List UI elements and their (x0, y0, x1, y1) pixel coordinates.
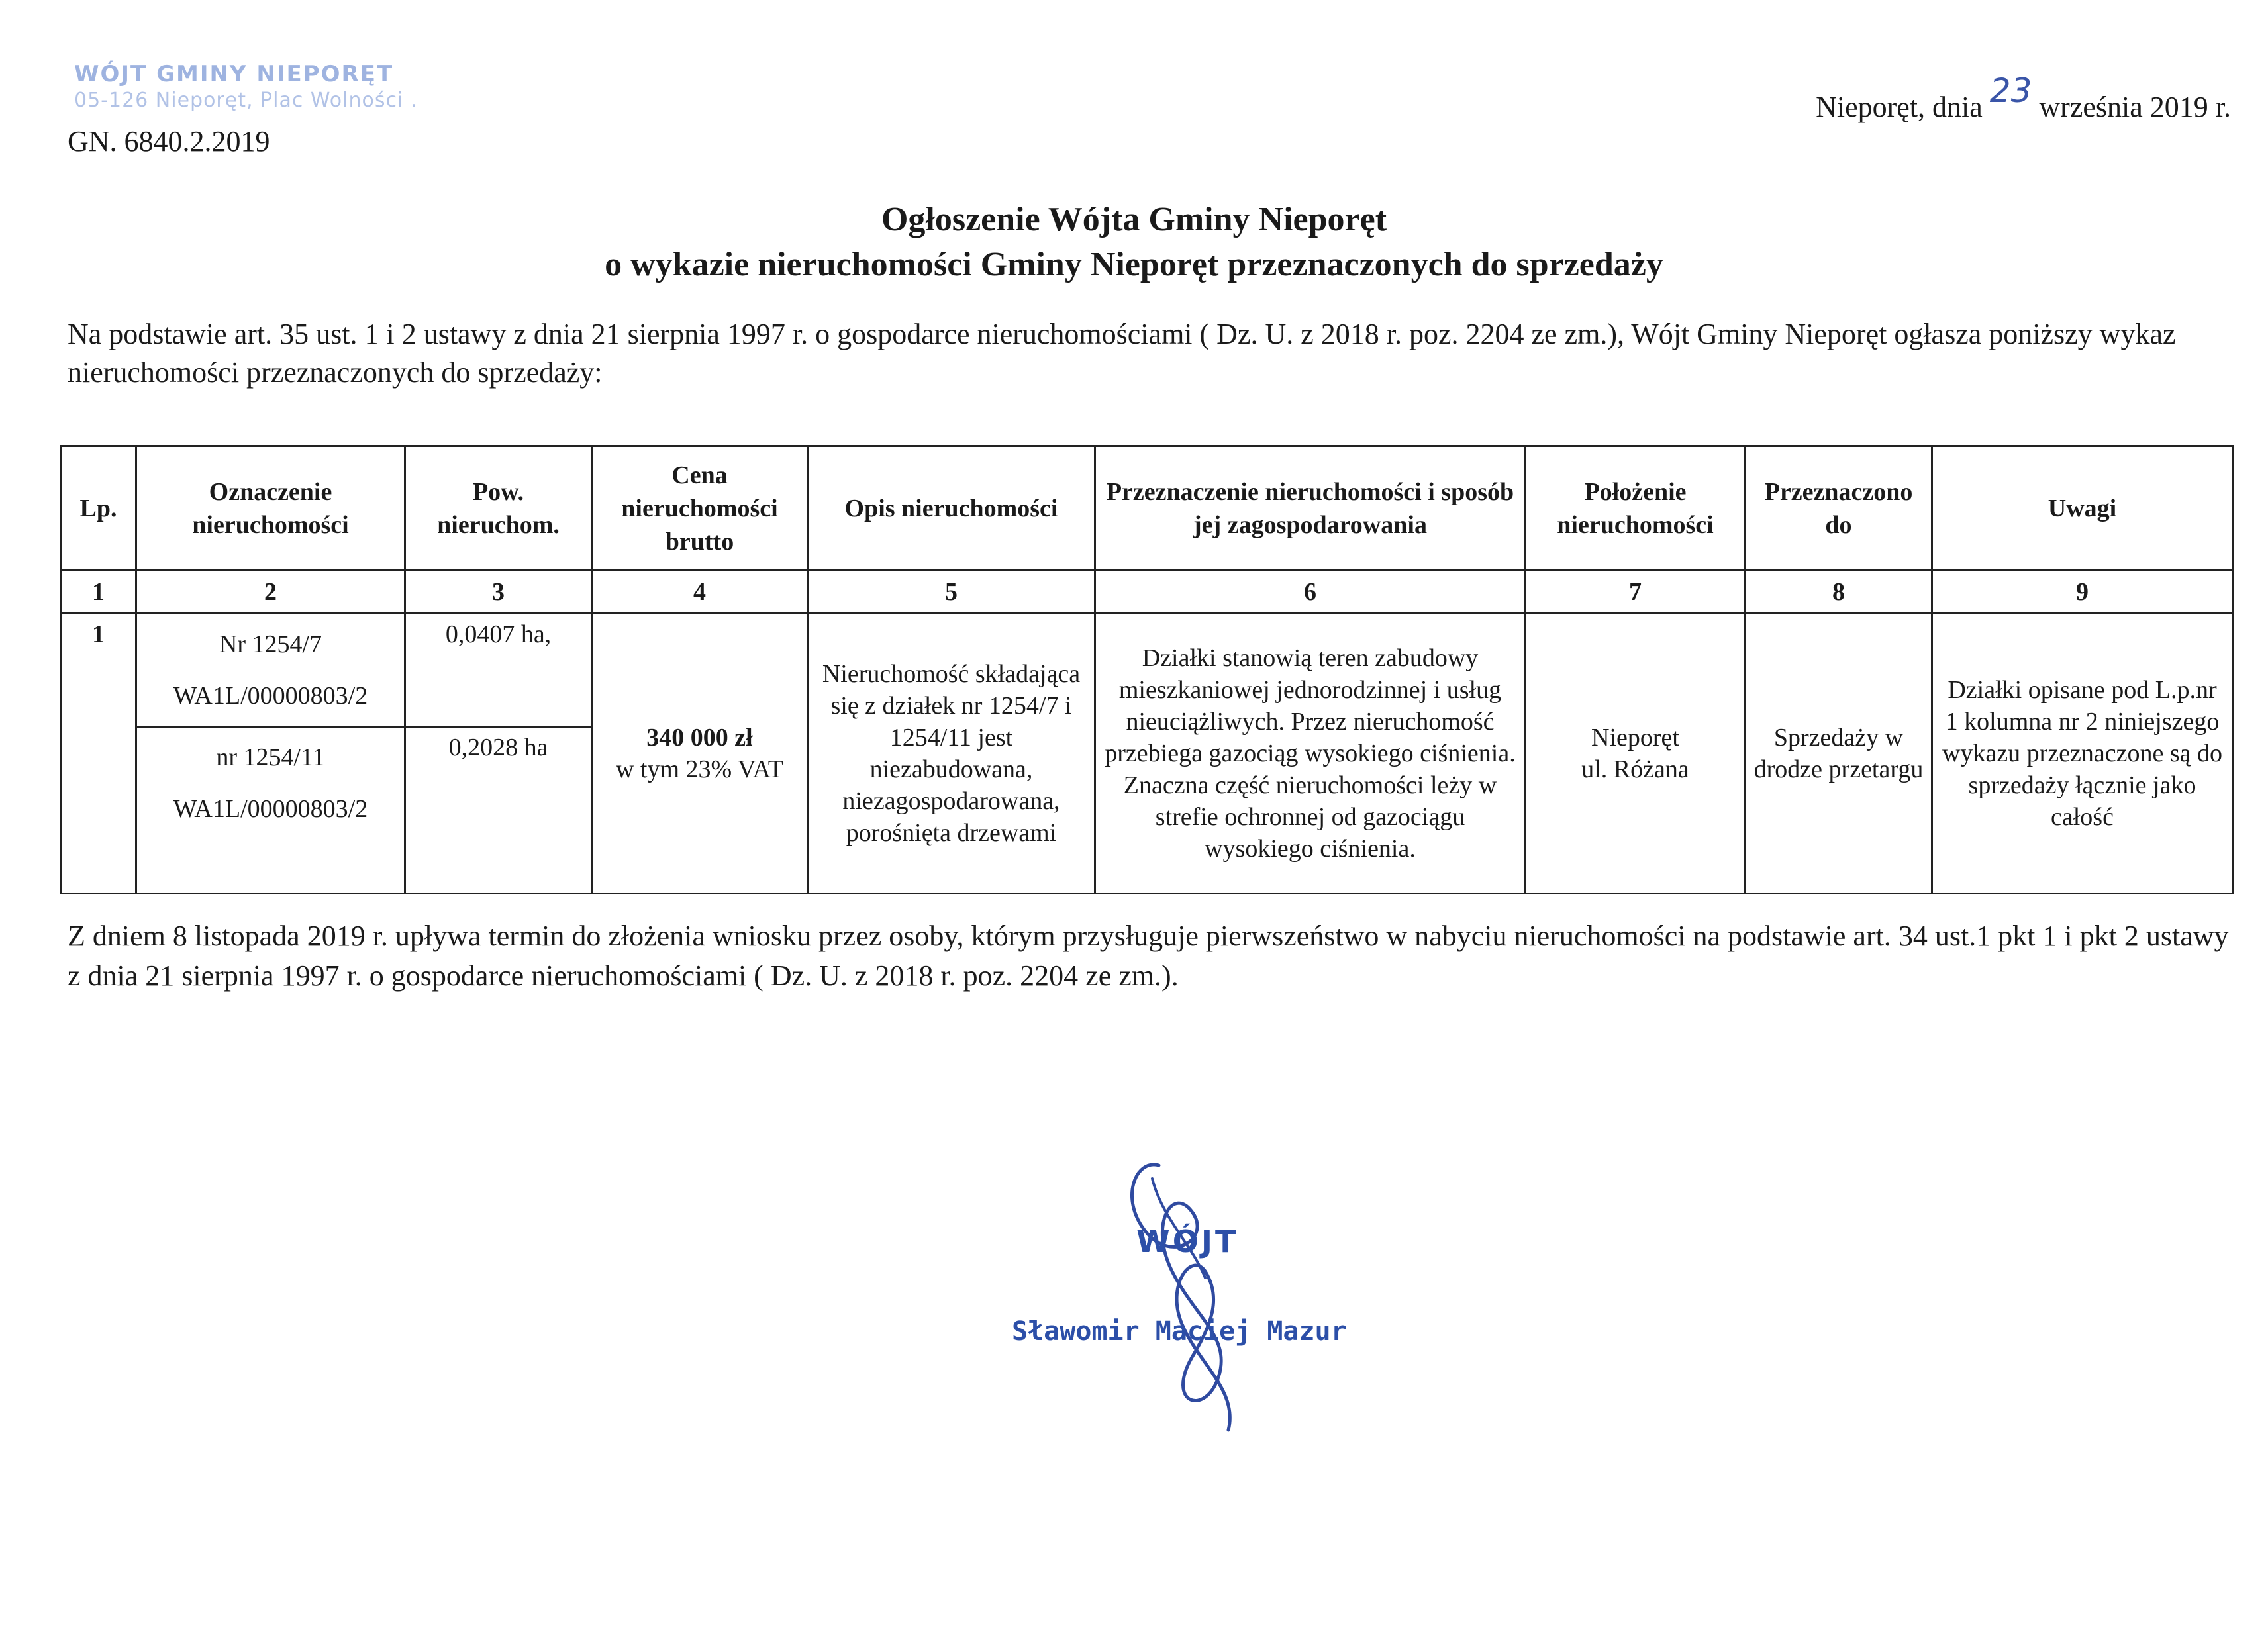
location-line-1: Nieporęt (1591, 724, 1679, 751)
property-location (1526, 614, 1746, 894)
date-suffix: września 2019 r. (2039, 91, 2231, 123)
date-prefix: Nieporęt, dnia (1816, 91, 1983, 123)
column-number: 8 (1746, 571, 1932, 614)
row-lp: 1 (61, 614, 136, 894)
parcel-2-area: 0,2028 ha (405, 727, 592, 894)
document-subtitle: o wykazie nieruchomości Gminy Nieporęt przeznaczonych do sprzedaży (605, 246, 1663, 283)
location-line-2: ul. Różana (1581, 755, 1689, 783)
price-cell (592, 614, 808, 894)
handwritten-signature (993, 1139, 1457, 1457)
header-powierzchnia: Pow. nieruchom. (405, 446, 592, 571)
header-przeznaczono-do: Przeznaczono do (1746, 446, 1932, 571)
property-description: Nieruchomość składająca się z działek nr 1254/7 i 1254/11 jest niezabudowana, niezagospodarowana, porośnięta drzewami (808, 614, 1095, 894)
property-purpose: Działki stanowią teren zabudowy mieszkaniowej jednorodzinnej i usług nieuciążliwych. Przez nieruchomość przebiega gazociąg wysokiego ciśnienia. Znaczna część nieruchomości leży w strefie ochronnej od gazociągu wysokiego ciśnienia. (1095, 614, 1526, 894)
intro-paragraph: Na podstawie art. 35 ust. 1 i 2 ustawy z dnia 21 sierpnia 1997 r. o gospodarce nieruchomościami ( Dz. U. z 2018 r. poz. 2204 ze zm.), Wójt Gminy Nieporęt ogłasza poniższy wykaz nieruchomości przeznaczonych do sprzedaży: (68, 318, 2176, 389)
column-number: 7 (1526, 571, 1746, 614)
parcel-1-land-register: WA1L/00000803/2 (173, 682, 368, 710)
stamp-line-1: WÓJT GMINY NIEPORĘT (74, 61, 394, 87)
column-number: 1 (61, 571, 136, 614)
parcel-1-number: Nr 1254/7 (219, 630, 322, 658)
parcel-1-designation (136, 614, 405, 727)
price-main: 340 000 zł (646, 724, 753, 751)
header-cena: Cena nieruchomości brutto (592, 446, 808, 571)
intended-for: Sprzedaży w drodze przetargu (1746, 614, 1932, 894)
header-oznaczenie: Oznaczenie nieruchomości (136, 446, 405, 571)
column-number: 5 (808, 571, 1095, 614)
column-number: 4 (592, 571, 808, 614)
column-number: 3 (405, 571, 592, 614)
reference-number: GN. 6840.2.2019 (68, 125, 270, 158)
date-day-handwritten: 23 (1989, 72, 2032, 110)
parcel-2-designation (136, 727, 405, 894)
header-uwagi: Uwagi (1932, 446, 2233, 571)
header-opis: Opis nieruchomości (808, 446, 1095, 571)
header-przeznaczenie: Przeznaczenie nieruchomości i sposób jej zagospodarowania (1095, 446, 1526, 571)
column-number: 2 (136, 571, 405, 614)
price-vat: w tym 23% VAT (615, 755, 783, 783)
signature-title: WÓJT (1136, 1224, 1239, 1259)
signature-name: Sławomir Maciej Mazur (1012, 1316, 1347, 1347)
parcel-2-number: nr 1254/11 (216, 744, 325, 771)
parcel-2-land-register: WA1L/00000803/2 (173, 795, 368, 823)
notes: Działki opisane pod L.p.nr 1 kolumna nr 2 niniejszego wykazu przeznaczone są do sprzedaży łącznie jako całość (1932, 614, 2233, 894)
document-title: Ogłoszenie Wójta Gminy Nieporęt (881, 201, 1387, 238)
parcel-1-area: 0,0407 ha, (405, 614, 592, 727)
property-table (60, 445, 2234, 894)
column-number: 9 (1932, 571, 2233, 614)
office-stamp (74, 61, 417, 112)
date-line (1816, 72, 2231, 124)
stamp-line-2: 05-126 Nieporęt, Plac Wolności . (74, 89, 418, 112)
column-number: 6 (1095, 571, 1526, 614)
header-lp: Lp. (61, 446, 136, 571)
footer-paragraph: Z dniem 8 listopada 2019 r. upływa termin do złożenia wniosku przez osoby, którym przysługuje pierwszeństwo w nabyciu nieruchomości na podstawie art. 34 ust.1 pkt 1 i pkt 2 ustawy z dnia 21 sierpnia 1997 r. o gospodarce nieruchomościami ( Dz. U. z 2018 r. poz. 2204 ze zm.). (68, 920, 2229, 992)
header-polozenie: Położenie nieruchomości (1526, 446, 1746, 571)
